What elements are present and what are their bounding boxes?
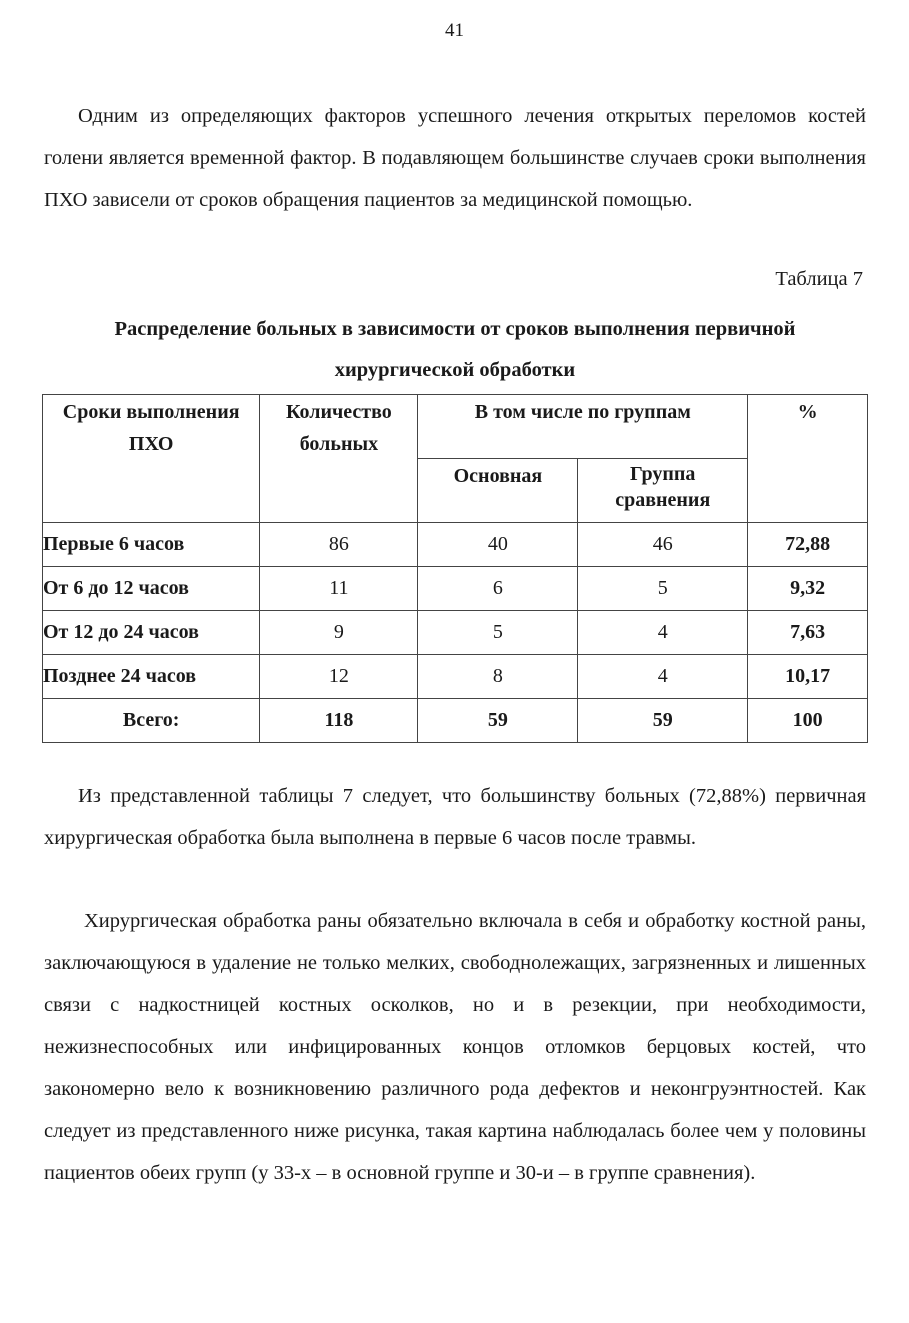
table-row bbox=[43, 611, 868, 655]
header-compare-group bbox=[578, 459, 748, 523]
paragraph-intro: Одним из определяющих факторов успешного лечения открытых переломов костей голени является временной фактор. В подавляющем большинстве случаев сроки выполнения ПХО зависели от сроков обращения пациентов за медицинской помощью. bbox=[44, 105, 866, 211]
header-compare-line2: сравнения bbox=[615, 489, 711, 511]
cell-percent: 10,17 bbox=[748, 655, 868, 699]
cell-main: 5 bbox=[418, 611, 578, 655]
total-percent: 100 bbox=[748, 699, 868, 743]
cell-main: 40 bbox=[418, 523, 578, 567]
data-table bbox=[42, 394, 868, 743]
table-row bbox=[43, 523, 868, 567]
cell-compare: 5 bbox=[578, 567, 748, 611]
cell-main: 6 bbox=[418, 567, 578, 611]
cell-main: 8 bbox=[418, 655, 578, 699]
cell-compare: 4 bbox=[578, 655, 748, 699]
table-total-row bbox=[43, 699, 868, 743]
header-count bbox=[260, 395, 418, 523]
header-timing-line2: ПХО bbox=[128, 433, 174, 455]
header-count-line1: Количество bbox=[286, 401, 392, 423]
total-main: 59 bbox=[418, 699, 578, 743]
cell-count: 86 bbox=[260, 523, 418, 567]
paragraph-conclusion: Из представленной таблицы 7 следует, что большинству больных (72,88%) первичная хирургическая обработка была выполнена в первые 6 часов после травмы. bbox=[44, 785, 866, 849]
row-label: Первые 6 часов bbox=[43, 523, 260, 567]
header-main-group bbox=[418, 459, 578, 523]
header-compare-line1: Группа bbox=[630, 463, 696, 485]
header-timing bbox=[43, 395, 260, 523]
page-number: 41 bbox=[445, 20, 464, 41]
total-compare: 59 bbox=[578, 699, 748, 743]
cell-count: 9 bbox=[260, 611, 418, 655]
cell-count: 11 bbox=[260, 567, 418, 611]
row-label: От 12 до 24 часов bbox=[43, 611, 260, 655]
table-header-row bbox=[43, 395, 868, 459]
table-row bbox=[43, 567, 868, 611]
cell-percent: 7,63 bbox=[748, 611, 868, 655]
row-label: Позднее 24 часов bbox=[43, 655, 260, 699]
cell-compare: 46 bbox=[578, 523, 748, 567]
paragraph-surgery: Хирургическая обработка раны обязательно включала в себя и обработку костной раны, заключающуюся в удаление не только мелких, свободнолежащих, загрязненных и лишенных связи с надкостницей костных осколков, но и в резекции, при необходимости, нежизнеспособных или инфицированных концов отломков берцовых костей, что закономерно вело к возникновению различного рода дефектов и неконгруэнтностей. Как следует из представленного ниже рисунка, такая картина наблюдалась более чем у половины пациентов обеих групп (у 33-х – в основной группе и 30-и – в группе сравнения). bbox=[44, 910, 866, 1184]
cell-percent: 9,32 bbox=[748, 567, 868, 611]
header-groups-text: В том числе по группам bbox=[474, 401, 691, 423]
cell-percent: 72,88 bbox=[748, 523, 868, 567]
header-timing-line1: Сроки выполнения bbox=[62, 401, 240, 423]
row-label: От 6 до 12 часов bbox=[43, 567, 260, 611]
header-count-line2: больных bbox=[299, 433, 379, 455]
table-label: Таблица 7 bbox=[775, 268, 863, 290]
header-main-text: Основная bbox=[453, 465, 543, 487]
total-label: Всего: bbox=[43, 699, 260, 743]
table-row bbox=[43, 655, 868, 699]
cell-count: 12 bbox=[260, 655, 418, 699]
cell-compare: 4 bbox=[578, 611, 748, 655]
table-title: Распределение больных в зависимости от сроков выполнения первичной хирургической обработки bbox=[114, 318, 796, 381]
total-count: 118 bbox=[260, 699, 418, 743]
header-percent-text: % bbox=[797, 401, 818, 423]
header-percent bbox=[748, 395, 868, 523]
header-groups bbox=[418, 395, 748, 459]
